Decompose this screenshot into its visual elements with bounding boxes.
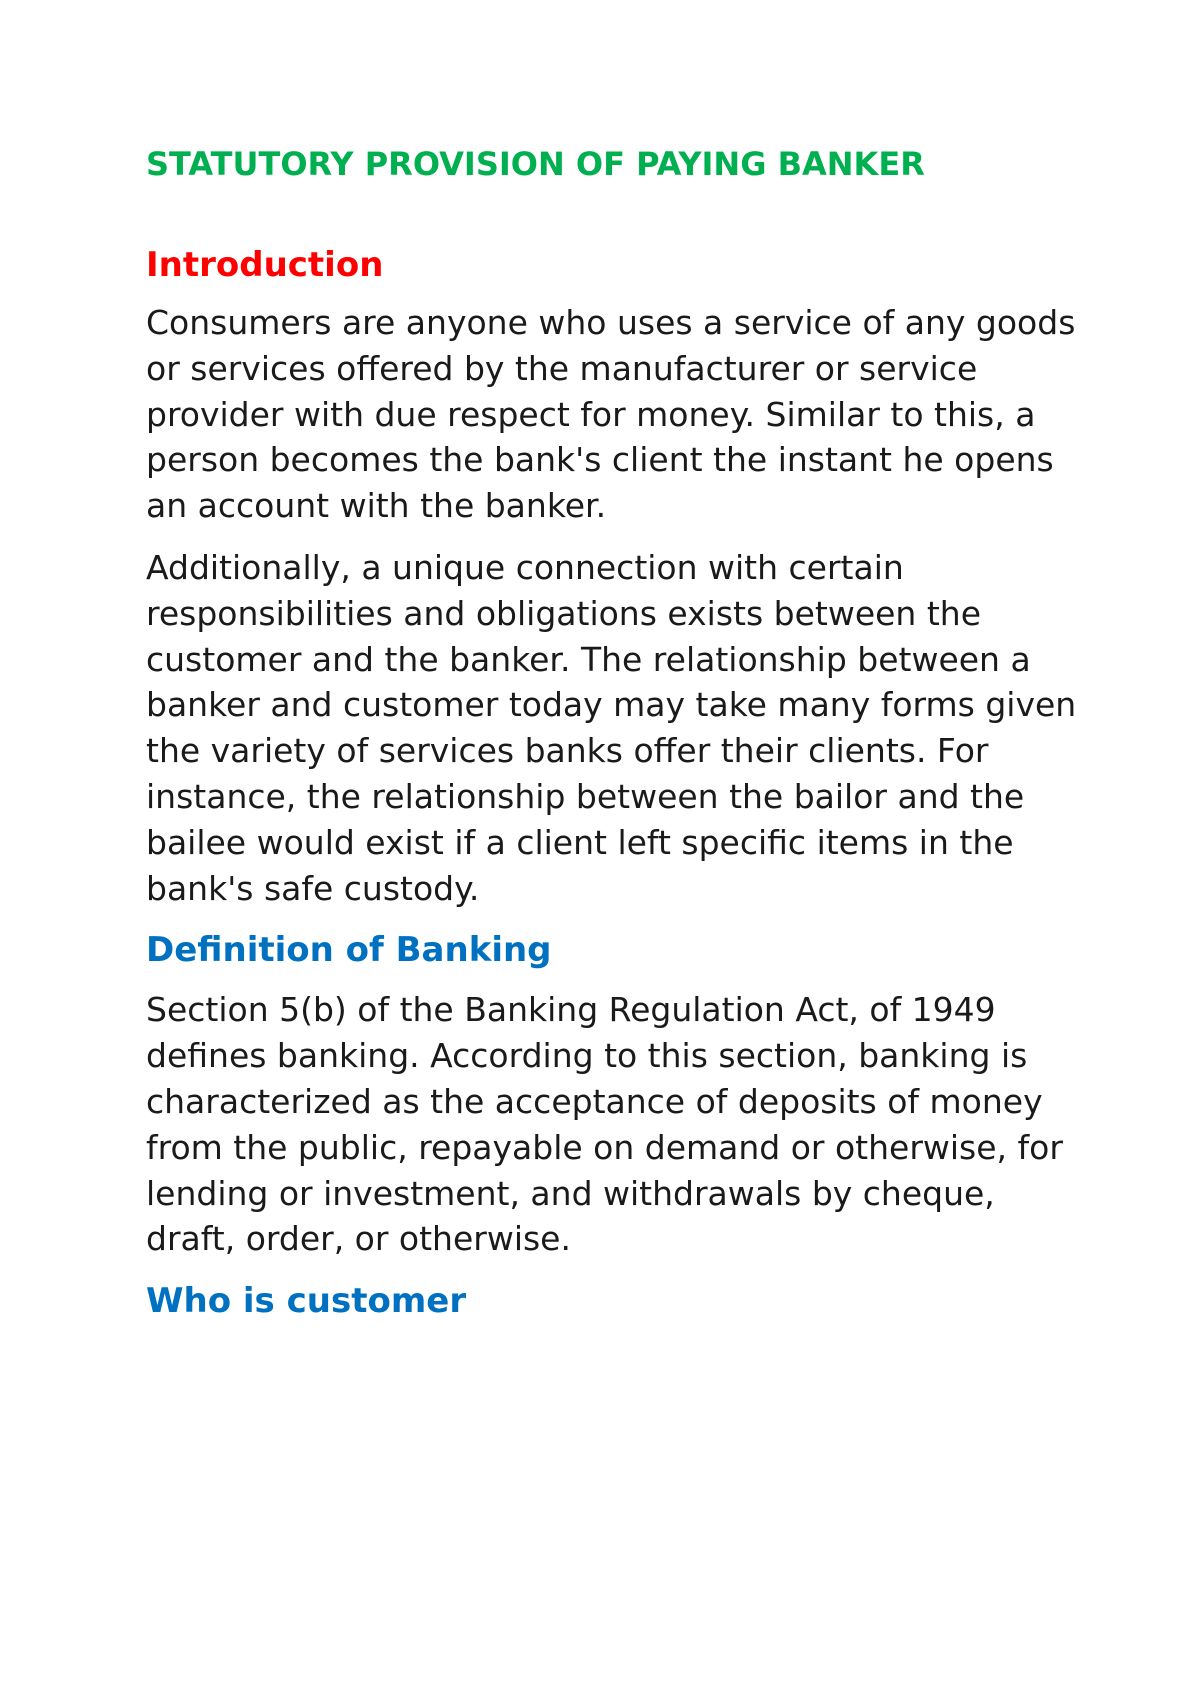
- definition-heading: Definition of Banking: [146, 930, 552, 971]
- document-title: STATUTORY PROVISION OF PAYING BANKER: [146, 145, 925, 183]
- introduction-paragraph-1: Consumers are anyone who uses a service of any goods or services offered by the manufacturer or service provider with due respect for money. Similar to this, a person becomes the bank's client the instant he opens an account with the banker.: [146, 303, 1076, 526]
- introduction-heading: Introduction: [146, 245, 384, 285]
- introduction-paragraph-2: Additionally, a unique connection with certain responsibilities and obligations exists between the customer and the banker. The relationship between a banker and customer today may take many forms given the variety of services banks offer their clients. For instance, the relationship between the bailor and the bailee would exist if a client left specific items in the bank's safe custody.: [146, 547, 1077, 908]
- definition-paragraph: Section 5(b) of the Banking Regulation Act, of 1949 defines banking. According to this section, banking is characterized as the acceptance of deposits of money from the public, repayable on demand or otherwise, for lending or investment, and withdrawals by cheque, draft, order, or otherwise.: [146, 990, 1063, 1259]
- customer-heading: Who is customer: [146, 1281, 467, 1322]
- document-page: [146, 140, 1086, 1338]
